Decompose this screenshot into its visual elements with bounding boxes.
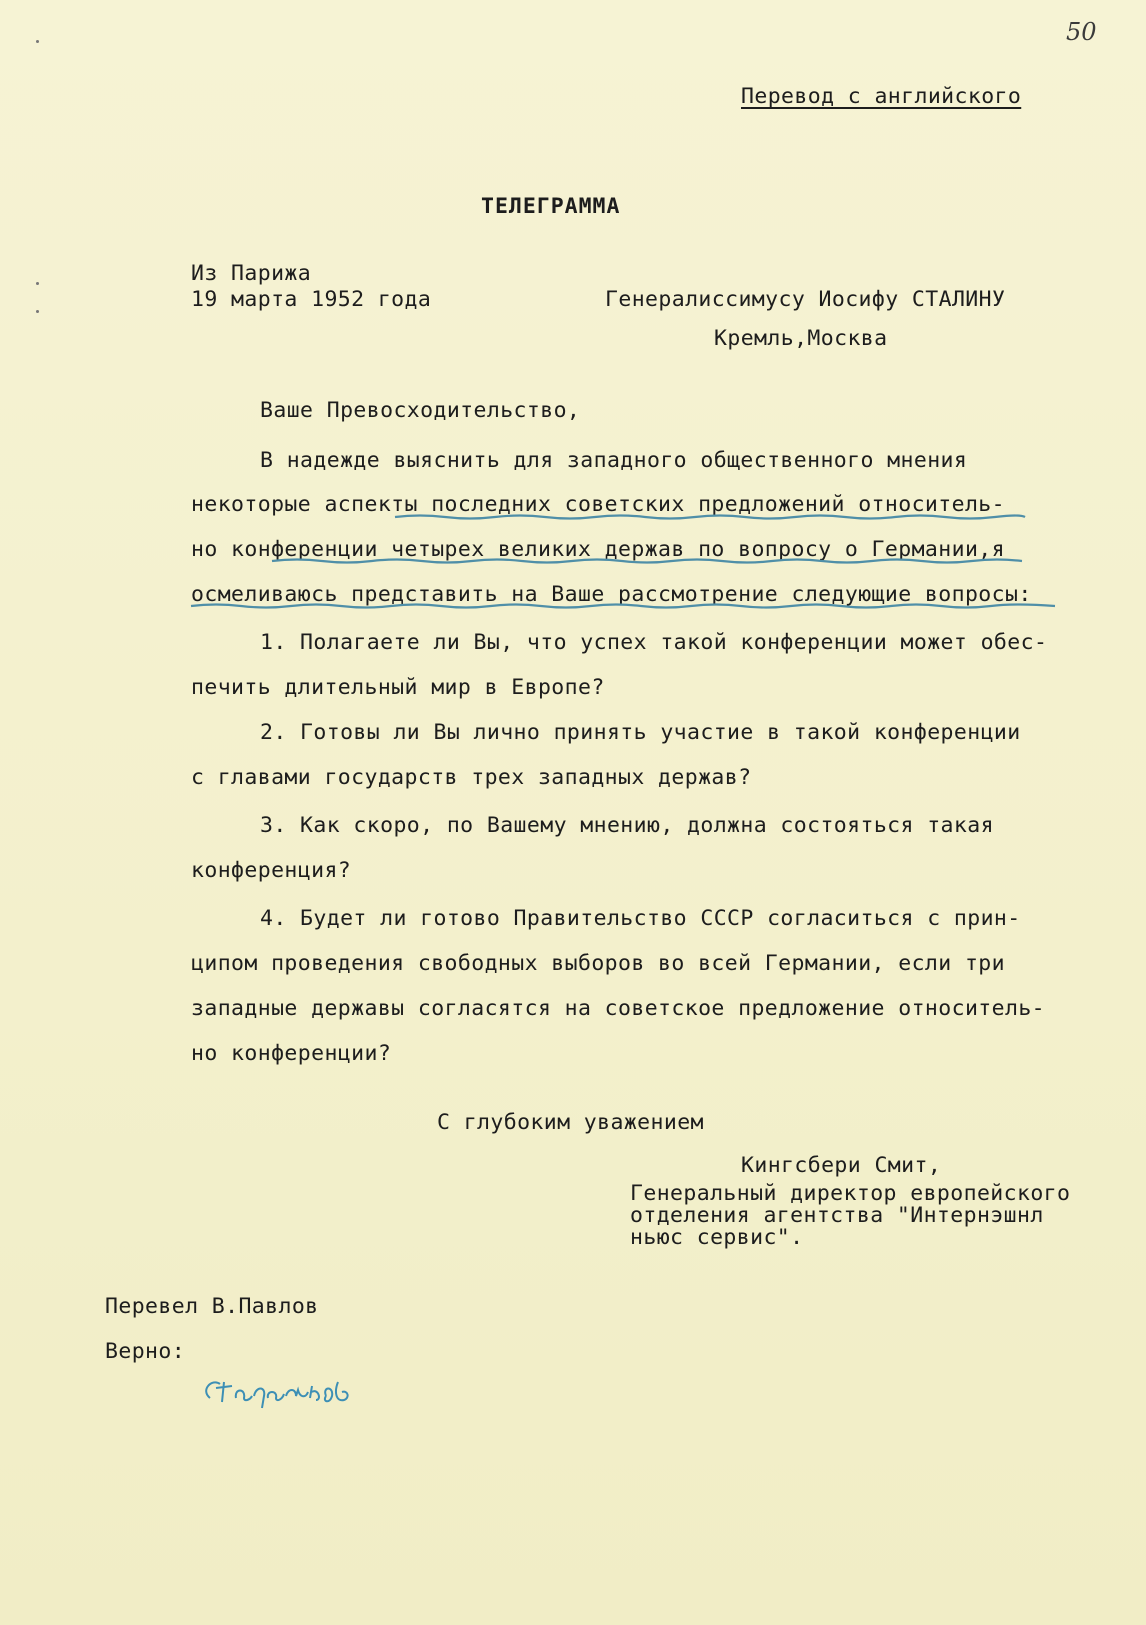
question-4-line-2: ципом проведения свободных выборов во всей Германии, если три [191,951,1005,976]
translation-note: Перевод с английского [741,84,1022,109]
question-4-line-4: но конференции? [191,1041,392,1066]
document-title: ТЕЛЕГРАММА [481,194,621,219]
sender-date: 19 марта 1952 года [191,287,432,312]
edge-mark [36,40,39,43]
edge-mark [36,310,39,313]
intro-line-3: но конференции четырех великих держав по вопросу о Германии,я [191,537,1005,562]
question-2-line-1: 2. Готовы ли Вы лично принять участие в такой конференции [260,720,1021,745]
question-2-line-2: с главами государств трех западных держав? [191,765,752,790]
recipient-address: Кремль,Москва [714,326,888,351]
intro-line-1: В надежде выяснить для западного общественного мнения [260,448,968,473]
translator-note: Перевел В.Павлов [105,1294,319,1319]
question-1-line-2: печить длительный мир в Европе? [191,675,605,700]
verified-label: Верно: [105,1339,186,1364]
handwritten-signature [198,1372,368,1412]
question-3-line-1: 3. Как скоро, по Вашему мнению, должна состояться такая [260,813,994,838]
question-4-line-1: 4. Будет ли готово Правительство СССР согласиться с прин- [260,906,1021,931]
question-4-line-3: западные державы согласятся на советское предложение относитель- [191,996,1046,1021]
intro-line-2: некоторые аспекты последних советских предложений относитель- [191,492,1005,517]
closing-regards: С глубоким уважением [437,1110,704,1135]
signatory-position-line-3: ньюс сервис". [630,1225,804,1250]
edge-mark [36,282,39,285]
intro-line-4: осмеливаюсь представить на Ваше рассмотрение следующие вопросы: [191,582,1032,607]
signatory-position-line-1: Генеральный директор европейского [630,1181,1071,1206]
sender-place: Из Парижа [191,261,312,286]
signatory-position-line-2: отделения агентства "Интернэшнл [630,1203,1044,1228]
salutation: Ваше Превосходительство, [260,398,581,423]
recipient-name: Генералиссимусу Иосифу СТАЛИНУ [605,287,1006,312]
page-number: 50 [1066,18,1097,46]
question-3-line-2: конференция? [191,858,352,883]
question-1-line-1: 1. Полагаете ли Вы, что успех такой конференции может обес- [260,630,1048,655]
signatory-name: Кингсбери Смит, [741,1153,942,1178]
